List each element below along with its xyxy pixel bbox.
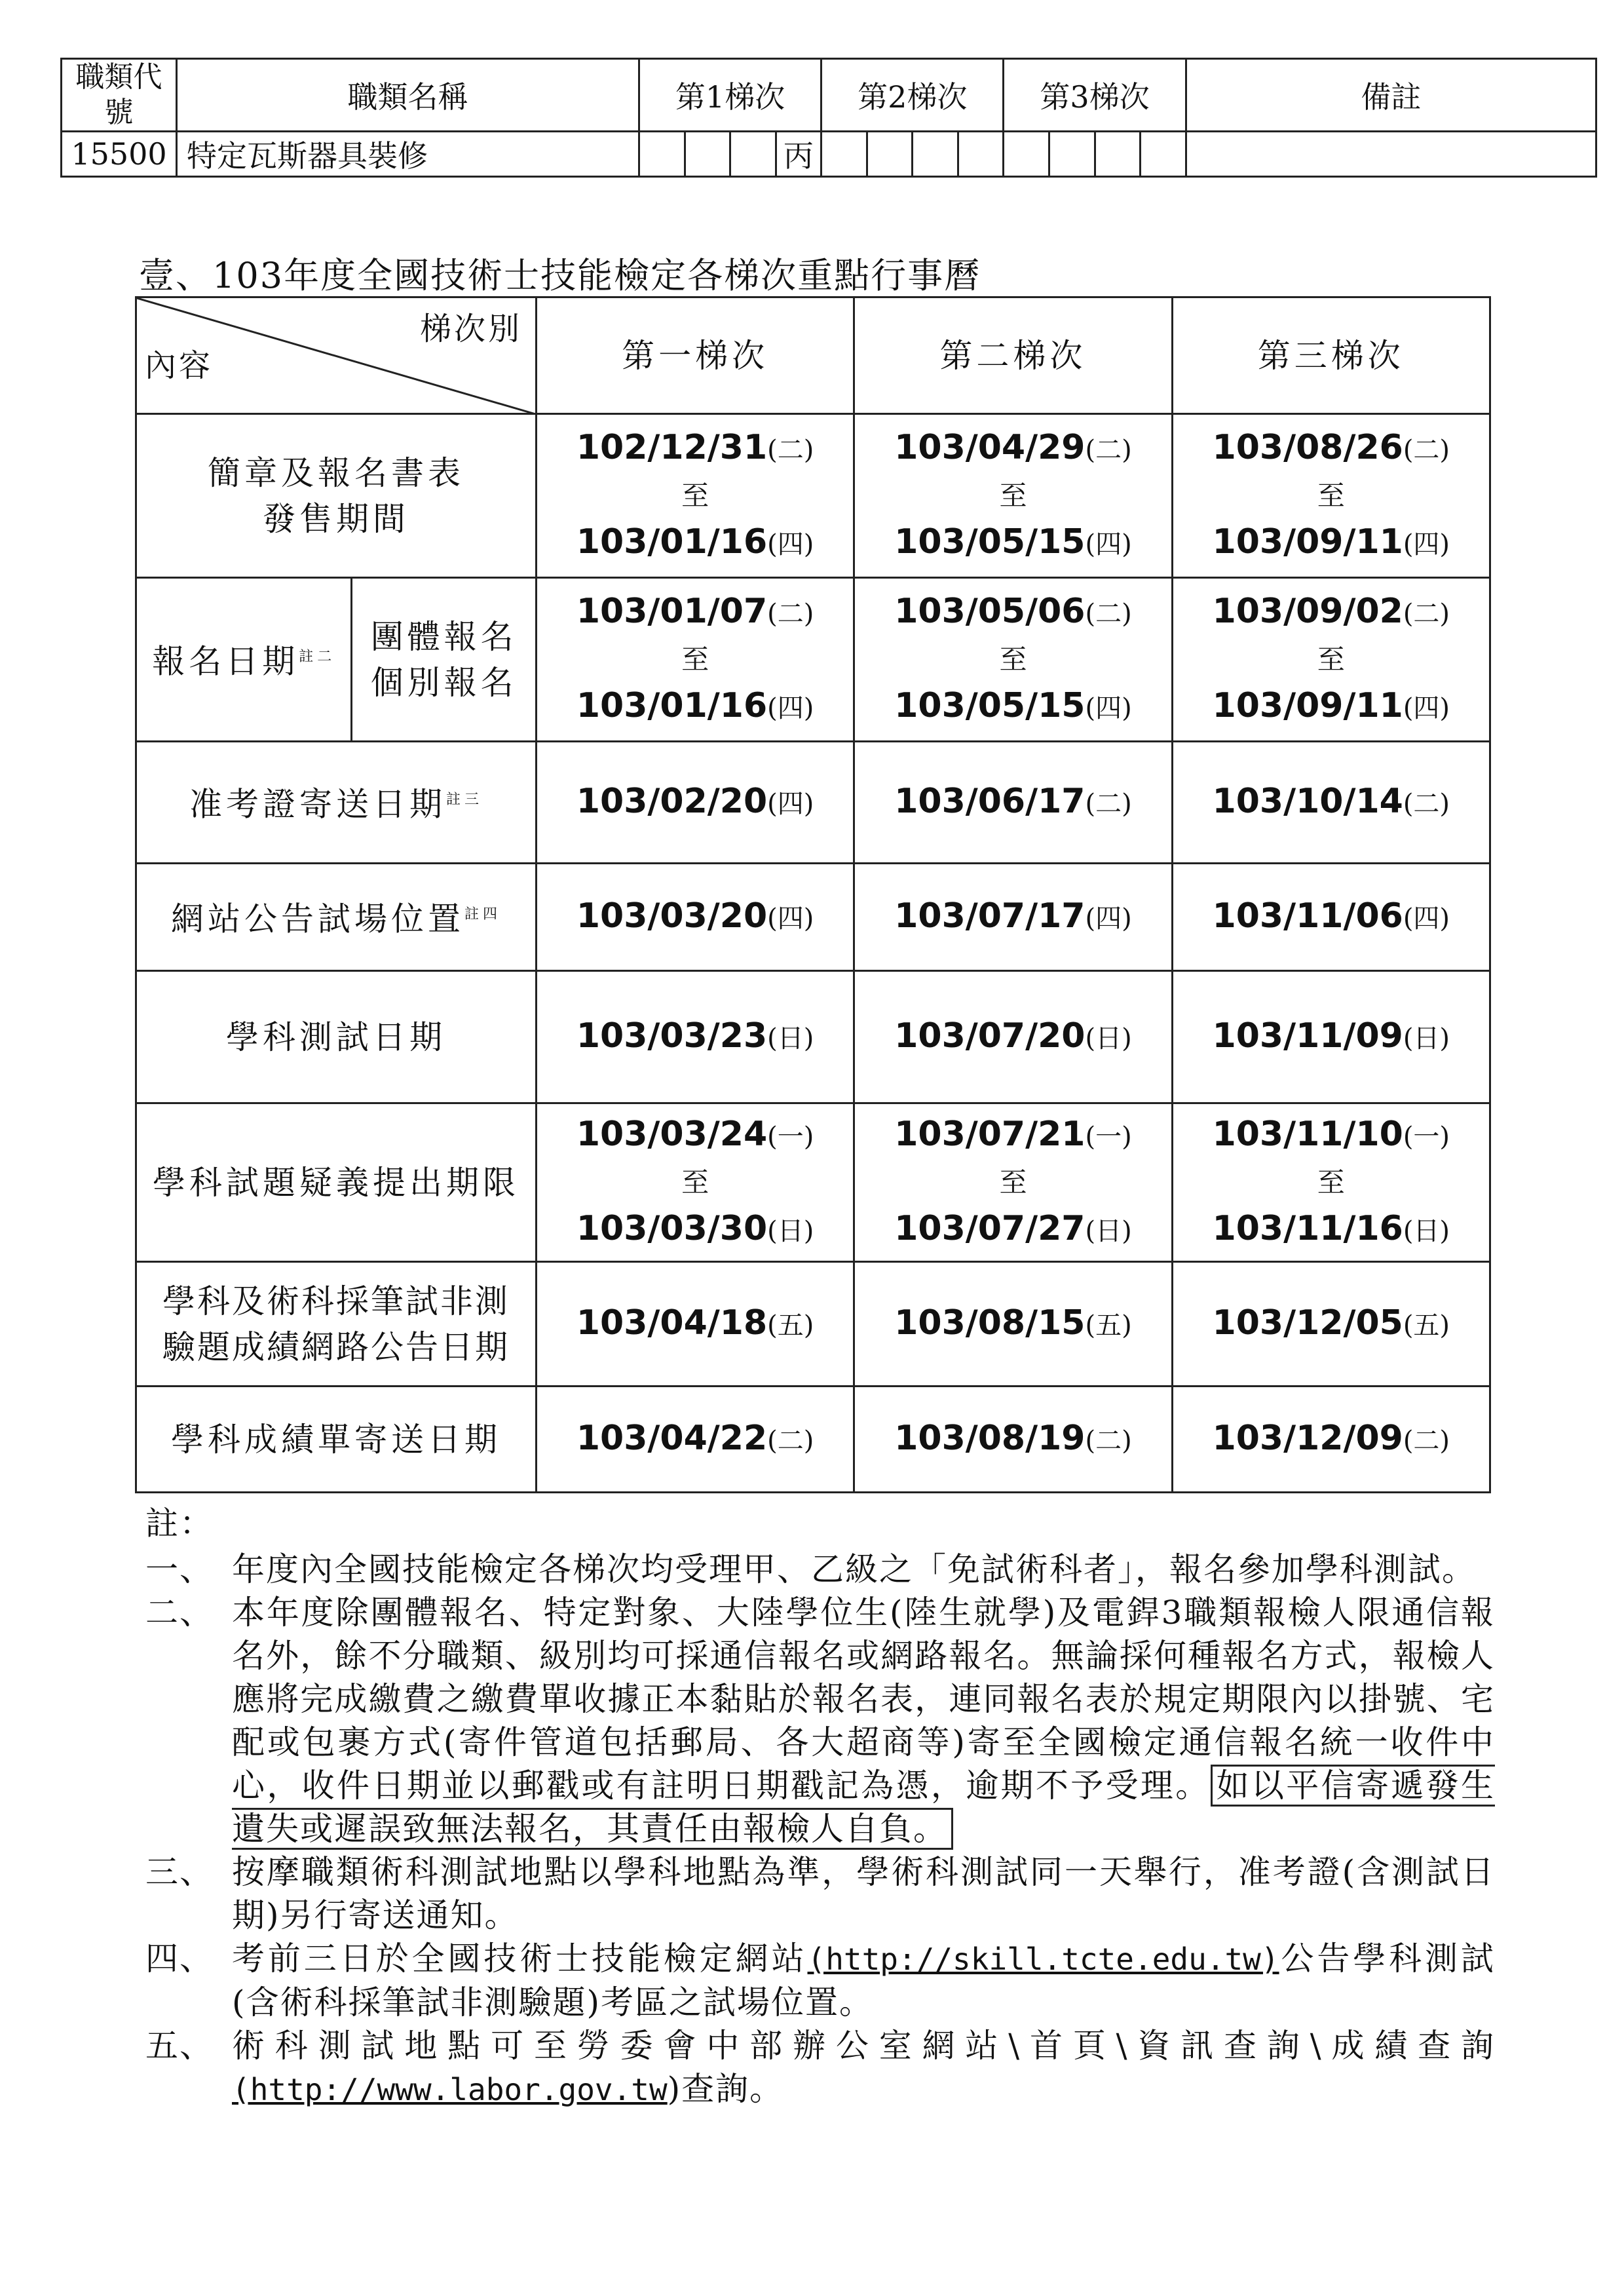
note-marker: 一、	[145, 1550, 214, 1588]
until-weekday: (四)	[767, 529, 814, 560]
until-date: 103/05/15	[894, 522, 1086, 562]
note-text: 年度內全國技能檢定各梯次均受理甲、乙級之「免試術科者」，報名參加學科測試。	[232, 1550, 1476, 1588]
labor-website-link[interactable]: (http://www.labor.gov.tw	[232, 2072, 668, 2107]
date-cell	[536, 1387, 854, 1493]
weekday: (二)	[1085, 1425, 1132, 1456]
from-date: 103/09/02	[1212, 591, 1403, 631]
date-range-cell	[854, 1103, 1172, 1262]
weekday: (二)	[1403, 1425, 1450, 1456]
until-date: 103/07/27	[894, 1208, 1086, 1248]
grade-cell	[1141, 132, 1186, 177]
schedule-heading: 壹、103年度全國技術士技能檢定各梯次重點行事曆	[139, 255, 981, 296]
weekday: (二)	[1403, 788, 1450, 819]
weekday: (五)	[1403, 1310, 1450, 1341]
until-date: 103/11/16	[1212, 1208, 1403, 1248]
corner-top-label: 梯次別	[419, 311, 522, 347]
note-marker: 五、	[145, 2027, 214, 2065]
note-item	[145, 1591, 1495, 1850]
from-date: 103/04/29	[894, 427, 1086, 467]
column-header-3: 第三梯次	[1172, 297, 1490, 414]
row-label-text: 學科試題疑義提出期限	[152, 1163, 519, 1202]
stage3-header: 第3梯次	[1004, 59, 1186, 132]
weekday: (日)	[1085, 1023, 1132, 1054]
from-weekday: (一)	[1403, 1121, 1450, 1152]
from-weekday: (一)	[1085, 1121, 1132, 1152]
date-range-cell	[854, 578, 1172, 742]
from-date: 103/05/06	[894, 591, 1086, 631]
date: 103/07/20	[894, 1016, 1086, 1056]
to-text: 至	[1317, 1166, 1345, 1198]
date-cell	[854, 1262, 1172, 1387]
until-date: 103/05/15	[894, 685, 1086, 725]
until-weekday: (日)	[767, 1215, 814, 1246]
date-cell	[1172, 742, 1490, 864]
grade-cell	[913, 132, 958, 177]
schedule-row	[136, 1103, 1490, 1262]
schedule-table	[135, 296, 1491, 1493]
weekday: (四)	[767, 788, 814, 819]
note-marker: 二、	[145, 1594, 214, 1632]
weekday: (五)	[1085, 1310, 1132, 1341]
stage1-header: 第1梯次	[639, 59, 821, 132]
date: 103/07/17	[894, 896, 1086, 936]
until-weekday: (日)	[1085, 1215, 1132, 1246]
until-weekday: (日)	[1403, 1215, 1450, 1246]
until-weekday: (四)	[767, 693, 814, 723]
from-weekday: (二)	[1085, 598, 1132, 629]
grade-cell	[1095, 132, 1141, 177]
schedule-row	[136, 1387, 1490, 1493]
weekday: (日)	[767, 1023, 814, 1054]
date-cell	[854, 742, 1172, 864]
schedule-row	[136, 1262, 1490, 1387]
row-label	[136, 1387, 537, 1493]
weekday: (四)	[1403, 903, 1450, 934]
date-cell	[854, 1387, 1172, 1493]
date-range-cell	[854, 414, 1172, 578]
row-label	[136, 578, 352, 742]
from-weekday: (二)	[767, 434, 814, 465]
until-date: 103/09/11	[1212, 522, 1403, 562]
grade-cell	[821, 132, 867, 177]
to-text: 至	[999, 643, 1027, 676]
stage2-header: 第2梯次	[821, 59, 1004, 132]
job-table	[60, 58, 1597, 178]
until-weekday: (四)	[1403, 529, 1450, 560]
column-header-1: 第一梯次	[536, 297, 854, 414]
until-date: 103/03/30	[576, 1208, 768, 1248]
to-text: 至	[999, 1166, 1027, 1198]
from-weekday: (二)	[1085, 434, 1132, 465]
date-cell	[1172, 971, 1490, 1103]
date-cell	[1172, 1387, 1490, 1493]
date: 103/04/22	[576, 1418, 768, 1458]
schedule-row	[136, 971, 1490, 1103]
date: 103/08/19	[894, 1418, 1086, 1458]
until-weekday: (四)	[1085, 693, 1132, 723]
grade-cell	[958, 132, 1004, 177]
row-label-text: 報名日期	[152, 642, 299, 681]
grade-cell	[639, 132, 685, 177]
from-weekday: (二)	[1403, 598, 1450, 629]
date-cell	[1172, 1262, 1490, 1387]
row-label	[136, 1262, 537, 1387]
date-range-cell	[1172, 1103, 1490, 1262]
date-cell	[536, 742, 854, 864]
schedule-row	[136, 414, 1490, 578]
date-range-cell	[1172, 414, 1490, 578]
note-text: )查詢。	[667, 2070, 784, 2108]
date: 103/11/06	[1212, 896, 1403, 936]
row-label	[136, 1103, 537, 1262]
date-cell	[854, 864, 1172, 971]
date: 103/12/09	[1212, 1418, 1403, 1458]
to-text: 至	[999, 479, 1027, 512]
from-date: 103/08/26	[1212, 427, 1403, 467]
weekday: (二)	[767, 1425, 814, 1456]
note-ref: 註四	[464, 906, 501, 923]
until-date: 103/09/11	[1212, 685, 1403, 725]
from-date: 103/11/10	[1212, 1114, 1403, 1154]
row-label	[136, 742, 537, 864]
schedule-row	[136, 864, 1490, 971]
from-date: 103/03/24	[576, 1114, 768, 1154]
weekday: (日)	[1403, 1023, 1450, 1054]
job-name-header: 職類名稱	[176, 59, 639, 132]
until-date: 103/01/16	[576, 685, 768, 725]
row-label	[136, 971, 537, 1103]
grade-cell-b: 丙	[776, 132, 821, 177]
grade-cell	[867, 132, 913, 177]
date: 103/12/05	[1212, 1303, 1403, 1343]
note-marker: 四、	[145, 1940, 214, 1978]
note-text: 術科測試地點可至勞委會中部辦公室網站\首頁\資訊查詢\成績查詢	[232, 2027, 1495, 2065]
grade-cell	[685, 132, 730, 177]
note-boxed-warning: 如以平信寄遞發生遺失或遲誤致無法報名，其責任由報檢人自負。	[232, 1765, 1495, 1850]
date: 103/11/09	[1212, 1016, 1403, 1056]
schedule-row	[136, 578, 1490, 742]
row-label-text: 網站公告試場位置	[170, 900, 464, 938]
date: 103/02/20	[576, 781, 768, 821]
date: 103/03/20	[576, 896, 768, 936]
note-item	[145, 1548, 1495, 1591]
note-item	[145, 1850, 1495, 1937]
date: 103/03/23	[576, 1016, 768, 1056]
date: 103/08/15	[894, 1303, 1086, 1343]
from-weekday: (二)	[1403, 434, 1450, 465]
skill-website-link[interactable]: (http://skill.tcte.edu.tw)	[807, 1942, 1279, 1977]
job-code-header: 職類代號	[62, 59, 177, 132]
date: 103/10/14	[1212, 781, 1403, 821]
to-text: 至	[681, 643, 709, 676]
from-weekday: (一)	[767, 1121, 814, 1152]
job-code: 15500	[62, 132, 177, 177]
from-weekday: (二)	[767, 598, 814, 629]
note-text: 按摩職類術科測試地點以學科地點為準，學術科測試同一天舉行，准考證(含測試日期)另行寄送通知。	[232, 1853, 1495, 1934]
note-ref: 註三	[445, 792, 483, 809]
date-range-cell	[536, 414, 854, 578]
date: 103/04/18	[576, 1303, 768, 1343]
date-cell	[1172, 864, 1490, 971]
schedule-row	[136, 742, 1490, 864]
weekday: (二)	[1085, 788, 1132, 819]
notes-section	[145, 1502, 1495, 2111]
row-label-text: 學科成績單寄送日期	[170, 1420, 501, 1459]
weekday: (四)	[1085, 903, 1132, 934]
notes-title: 註：	[145, 1504, 214, 1542]
to-text: 至	[681, 479, 709, 512]
row-label-text: 准考證寄送日期	[189, 785, 446, 824]
from-date: 103/01/07	[576, 591, 768, 631]
until-date: 103/01/16	[576, 522, 768, 562]
grade-cell	[1049, 132, 1095, 177]
corner-bottom-label: 內容	[145, 347, 214, 384]
column-header-2: 第二梯次	[854, 297, 1172, 414]
weekday: (四)	[767, 903, 814, 934]
row-label	[136, 414, 537, 578]
date-cell	[536, 864, 854, 971]
grade-cell	[1004, 132, 1049, 177]
note-item	[145, 1937, 1495, 2024]
until-weekday: (四)	[1085, 529, 1132, 560]
row-label-line: 學科及術科採筆試非測	[162, 1282, 510, 1320]
date-range-cell	[536, 1103, 854, 1262]
date-cell	[536, 971, 854, 1103]
job-name: 特定瓦斯器具裝修	[176, 132, 639, 177]
row-label-text: 學科測試日期	[225, 1018, 446, 1056]
row-label-line: 驗題成績網路公告日期	[162, 1328, 510, 1366]
grade-cell	[730, 132, 776, 177]
note-ref: 註二	[299, 649, 336, 666]
row-sublabel	[352, 578, 537, 742]
note-item	[145, 2024, 1495, 2111]
sublabel-group: 團體報名	[370, 617, 518, 656]
date: 103/06/17	[894, 781, 1086, 821]
remark-cell	[1186, 132, 1596, 177]
to-text: 至	[1317, 643, 1345, 676]
to-text: 至	[1317, 479, 1345, 512]
date-range-cell	[1172, 578, 1490, 742]
row-label-text: 簡章及報名書表發售期間	[207, 453, 464, 538]
remark-header: 備註	[1186, 59, 1596, 132]
corner-cell	[136, 297, 537, 414]
until-weekday: (四)	[1403, 693, 1450, 723]
date-range-cell	[536, 578, 854, 742]
date-cell	[854, 971, 1172, 1103]
to-text: 至	[681, 1166, 709, 1198]
date-cell	[536, 1262, 854, 1387]
from-date: 103/07/21	[894, 1114, 1086, 1154]
from-date: 102/12/31	[576, 427, 768, 467]
weekday: (五)	[767, 1310, 814, 1341]
note-text: 考前三日於全國技術士技能檢定網站	[232, 1940, 808, 1978]
sublabel-individual: 個別報名	[370, 663, 518, 702]
row-label	[136, 864, 537, 971]
note-text: 本年度除團體報名、特定對象、大陸學位生(陸生就學)及電銲3職類報檢人限通信報名外，餘不分職類、級別均可採通信報名或網路報名。無論採何種報名方式，報檢人應將完成繳費之繳費單收據正本黏貼於報名表，連同報名表於規定期限內以掛號、宅配或包裹方式(寄件管道包括郵局、各大超商等)寄至全國檢定通信報名統一收件中心，收件日期並以郵戳或有註明日期戳記為憑，逾期不予受理。	[232, 1594, 1495, 1805]
note-text: 公告學科測試(含術科採筆試非測驗題)考區之試場位置。	[232, 1940, 1495, 2021]
note-marker: 三、	[145, 1853, 214, 1891]
